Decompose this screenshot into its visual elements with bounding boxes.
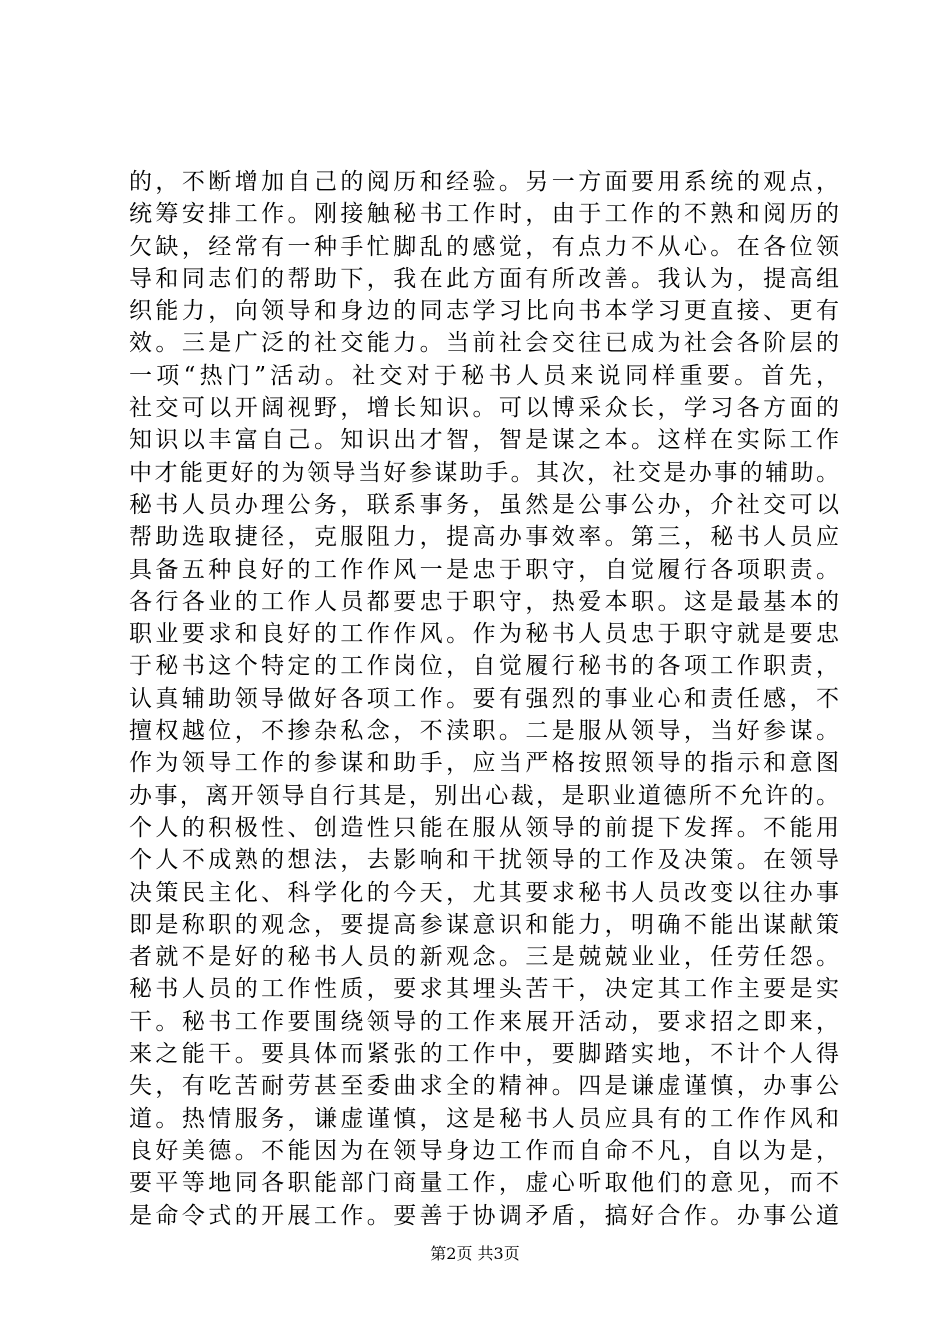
text-line: 欠缺，经常有一种手忙脚乱的感觉，有点力不从心。在各位领 [129, 233, 839, 260]
text-line: 社交可以开阔视野，增长知识。可以博采众长，学习各方面的 [129, 395, 839, 422]
text-line: 来之能干。要具体而紧张的工作中，要脚踏实地，不计个人得 [129, 1041, 839, 1068]
text-line: 秘书人员的工作性质，要求其埋头苦干，决定其工作主要是实 [129, 976, 839, 1003]
text-line: 是命令式的开展工作。要善于协调矛盾，搞好合作。办事公道 [129, 1202, 839, 1229]
text-line: 帮助选取捷径，克服阻力，提高办事效率。第三，秘书人员应 [129, 524, 839, 551]
text-line: 即是称职的观念，要提高参谋意识和能力，明确不能出谋献策 [129, 911, 839, 938]
text-line: 中才能更好的为领导当好参谋助手。其次，社交是办事的辅助。 [129, 459, 839, 486]
text-line: 知识以丰富自己。知识出才智，智是谋之本。这样在实际工作 [129, 427, 839, 454]
text-line: 的，不断增加自己的阅历和经验。另一方面要用系统的观点， [129, 169, 839, 195]
text-line: 个人不成熟的想法，去影响和干扰领导的工作及决策。在领导 [129, 847, 839, 874]
text-line: 失，有吃苦耐劳甚至委曲求全的精神。四是谦虚谨慎，办事公 [129, 1073, 839, 1100]
text-line: 织能力，向领导和身边的同志学习比向书本学习更直接、更有 [129, 298, 839, 325]
text-line: 作为领导工作的参谋和助手，应当严格按照领导的指示和意图 [129, 750, 839, 777]
text-line: 良好美德。不能因为在领导身边工作而自命不凡，自以为是， [129, 1137, 839, 1164]
text-line: 秘书人员办理公务，联系事务，虽然是公事公办，介社交可以 [129, 491, 839, 518]
text-line: 要平等地同各职能部门商量工作，虚心听取他们的意见，而不 [129, 1170, 839, 1197]
text-line: 导和同志们的帮助下，我在此方面有所改善。我认为，提高组 [129, 265, 839, 292]
text-line: 于秘书这个特定的工作岗位，自觉履行秘书的各项工作职责， [129, 653, 839, 680]
text-line: 一项“热门”活动。社交对于秘书人员来说同样重要。首先， [129, 362, 839, 389]
text-line: 决策民主化、科学化的今天，尤其要求秘书人员改变以往办事 [129, 879, 839, 906]
text-line: 道。热情服务，谦虚谨慎，这是秘书人员应具有的工作作风和 [129, 1105, 839, 1132]
text-line: 效。三是广泛的社交能力。当前社会交往已成为社会各阶层的 [129, 330, 839, 357]
text-line: 统筹安排工作。刚接触秘书工作时，由于工作的不熟和阅历的 [129, 201, 839, 228]
page-footer: 第2页 共3页 [430, 1244, 520, 1263]
text-line: 认真辅助领导做好各项工作。要有强烈的事业心和责任感，不 [129, 685, 839, 712]
text-line: 者就不是好的秘书人员的新观念。三是兢兢业业，任劳任怨。 [129, 944, 839, 971]
text-line: 办事，离开领导自行其是，别出心裁，是职业道德所不允许的。 [129, 782, 839, 809]
text-line: 擅权越位，不掺杂私念，不渎职。二是服从领导，当好参谋。 [129, 718, 839, 745]
body-text [129, 166, 839, 1232]
text-line: 各行各业的工作人员都要忠于职守，热爱本职。这是最基本的 [129, 588, 839, 615]
text-line: 个人的积极性、创造性只能在服从领导的前提下发挥。不能用 [129, 814, 839, 841]
text-line: 干。秘书工作要围绕领导的工作来展开活动，要求招之即来， [129, 1008, 839, 1035]
text-line: 具备五种良好的工作作风一是忠于职守，自觉履行各项职责。 [129, 556, 839, 583]
text-line: 职业要求和良好的工作作风。作为秘书人员忠于职守就是要忠 [129, 621, 839, 648]
